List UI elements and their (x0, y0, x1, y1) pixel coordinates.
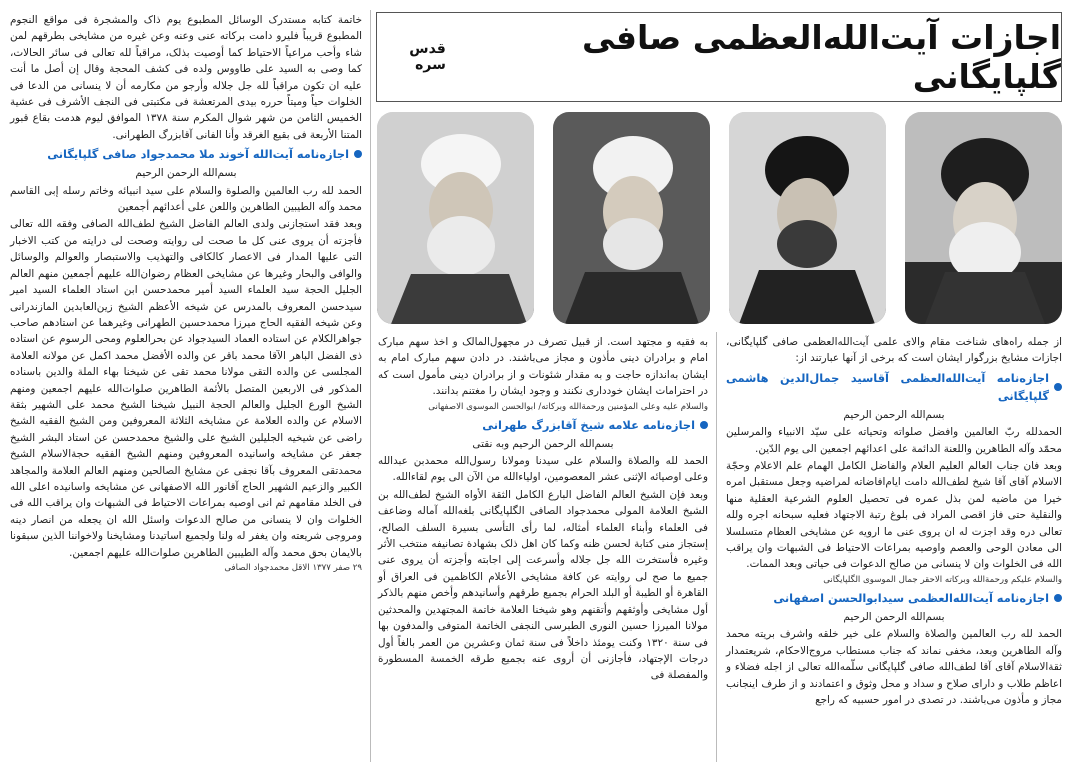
akhund-signature: ۲۹ صفر ۱۳۷۷ الاقل محمدجواد الصافی (224, 563, 362, 573)
portraits-row (376, 112, 1062, 324)
hashemi-paragraph-1: الحمدلله ربّ العالمین وافضل صلواته وتحیاته علی سیّد الانبیاء والمرسلین محمّد وآله الطاهرین واللعنة الدائمة علی اعدائهم اجمعین الی یوم الدّین. (726, 426, 1062, 455)
article-column-right (726, 334, 1062, 764)
portrait-photo-1 (905, 112, 1062, 324)
subheading-akhund (10, 145, 362, 163)
portrait-photo-2 (729, 112, 886, 324)
headline-box (376, 12, 1062, 102)
basmala-tehrani: بسم‌الله الرحمن الرحیم وبه نقتی (472, 437, 614, 450)
column-rule-left (370, 10, 371, 762)
portrait-photo-4 (377, 112, 534, 324)
tehrani-paragraph-2: وبعد فإن الشیخ العالم الفاضل البارع الکامل الثقة الأواه الشیخ لطف‌الله بن الشیخ العلامة المولی محمدجواد الصافی الگلپایگانی بلغه‌الله آماله وضاعف فی العلماء وأبناء العلماء أمثاله، لما رأی التأسی بسیرة السلف الصالح، إستجاز منی کتابة لحسن ظنه وکما کان اهل ذلک بشهادة تصانیفه منتخب الأثر وغیره فأستخرت الله جل جلاله وأسرعت إلی اجابته وأجزته أن یروی عنی جمیع ما صح لی روایته عن کافة مشایخی الأعلام الکاظمین فی العراق أو القاهرة أو الطیبة أو البلد الحرام بجمیع طرقهم وأسانیدهم وأخص منهم بالذکر أول مشایخی وأوثقهم وأتقنهم وهو شیخنا العلامة خاتمة المجتهدین والمحدثین مولانا المیرزا حسین النوری الطبرسی النجفی الخاتمة المتوفی والمدفون بها فی سنة ۱۳۲۰ وکنت یومئذ داخلاً فی سنة ثمان وعشرین من العمر بالغاً أول درجات الإجتهاد، فأجازنی أن أروی عنه بجمیع طرقه الخمسة المسطورة والمفصلة فی (378, 488, 708, 682)
article-column-left (10, 12, 362, 764)
headline-title: اجازات آیت‌الله‌العظمی صافی گلپایگانی (581, 18, 1061, 96)
isfahani-paragraph-continued: به فقیه و مجتهد است. از قبیل تصرف در مجهول‌المالک و اخذ سهم مبارک امام و برادران دینی مأذون و مجاز می‌باشند. در دادن سهم مبارک امام به ایشان به‌اندازه حاجت و به مقدار شئونات و از برادران دینی مأمول است که در احترامات ایشان خودداری نکنند و وجود ایشان را مغتنم بدانند. (378, 336, 708, 398)
bullet-dot-icon (1054, 383, 1062, 391)
column-rule-right (716, 332, 717, 762)
portrait-2-icon (729, 112, 886, 324)
bullet-dot-icon (1054, 594, 1062, 602)
subheading-tehrani (378, 416, 708, 434)
portrait-1-icon (905, 112, 1062, 324)
subheading-isfahani (726, 589, 1062, 607)
basmala-isfahani: بسم‌الله الرحمن الرحیم (843, 610, 945, 623)
basmala-hashemi: بسم‌الله الرحمن الرحیم (843, 408, 945, 421)
portrait-3-icon (553, 112, 710, 324)
isfahani-paragraph-1: الحمد لله رب العالمین والصلاة والسلام علی خیر خلقه واشرف بریته محمد وآله الطاهرین وبعد، مخفی نماند که جناب مستطاب مروج‌الاحکام، شریعتمدار ثقةالاسلام آقای آقا لطف‌الله صافی گلپایگانی سلّمه‌الله تعالی از اجله فضلاء و اعاظم طلاب و دارای صلاح و سداد و محل وثوق و اعتمادند و از طرف اینجانب مجاز و مأذون می‌باشند. در تصدی در امور حسبیه که راجع (726, 628, 1062, 706)
akhund-paragraph-1: الحمد لله رب العالمین والصلوة والسلام علی سید انبیائه وخاتم رسله إبی القاسم محمد وآله الطیبین الطاهرین واللعن علی أعدائهم أجمعین (10, 184, 362, 214)
portrait-photo-3 (553, 112, 710, 324)
subheading-hashemi-text: اجازه‌نامه آیت‌الله‌العظمی آقاسید جمال‌الدین هاشمی گلپایگانی (726, 370, 1049, 403)
hashemi-paragraph-2: وبعد فان جناب العالم العلیم العلام والفاضل الکامل الهمام علم الاعلام وحجّة الاسلام آقای آقا شیخ لطف‌الله دامت ایام‌افاضاته لمراضیه وجعل مستقبل امره خیرا من ماضیه لمن بذل عمره فی تحصیل العلوم الشرعیة العقلیة منها والنقلیة حتی فاز اقصی المراد فی بلوغ رتبة الاجتهاد فعلیه سبحانه اجره ولله تعالی دره وقد اجزت له ان یروی عنی ما ارویه عن مشایخی العظام متسلسلا الی معادن الوحی والعصم واوصیه بمراعات الاحتیاط فی الشبهات وان یراقب الله فی الخلوات وان لا ینسانی من صالح الدعوات فی حیاتی وبعد الممات. (726, 460, 1062, 571)
subheading-isfahani-text: اجازه‌نامه آیت‌الله‌العظمی سیدابوالحسن اصفهانی (773, 590, 1049, 605)
isfahani-closing: والسلام علیه وعلی المؤمنین ورحمة‌الله وبرکاته/ ابوالحسن الموسوی الاصفهانی (428, 401, 708, 412)
akhund-paragraph-2: وبعد فقد استجازنی ولدی العالم الفاضل الشیخ لطف‌الله الصافی وفقه الله تعالی فأجزته أن یروی عنی کل ما صحت لی روایته وصحت لی درایته من کتب الاخبار التی علیها المدار فی الاعصار کالکافی والتهذیب والاستبصار والعوالم والوسائل والوافی والبحار وغیرها عن مشایخی العظام رضوان‌الله علیهم أجمعین منهم العالم الجلیل الحجة سید العلماء السید أمیر محمدحسن ابن استاد العلماء السید امیر سیدحسن المعروف بالمدرس عن شیخه الأعظم الشیخ زین‌العابدین المازندرانی وعن شیخه الفقیه الحاج میرزا محمدحسین الطهرانی وغیرهما عن استادهم صاحب جواهرالکلام عن استاده العماد السیدجواد عن بحرالعلوم ومحی الرسوم عن استاده ذی الفضل الباهر الآقا محمد باقر عن والده الأفضل محمد اکمل عن مولانه العلامة المجلسی عن والده التقی مولانا محمد تقی عن شیخنا بهاء الملة والدین باسناده المذکور فی الاربعین المتصل بالأئمة الطاهرین صلوات‌الله علیهم اجمعین ومنهم الشیخ الورع الجلیل والعالم الحجة النبیل شیخنا الشیخ محمد علی الشهیر بثقة الاسلام عن والده العلامة عن مشایخه الثلاثة المعروفین ومن الشیخ الفقیه الشیخ راضی عن شیخیه الجلیلین الشیخ علی والشیخ محمدحسن عن استاد البشر الشیخ جعفر عن مشایخه واسانیده المعروفین ومنهم الشیخ الفقیه حجةالاسلام الشیخ محمدتقی المعروف بآقا نجفی عن مشایخ الصالحین ومنهم العالم العلامة والمجاهد الکبیر والزعیم الشهیر الحاج آقانور الله الاصفهانی عن مشایخه واسانیده اعلی الله فی الخلد مقامهم ثم انی اوصیه بمراعات الاحتیاط فی الشبهات وان یراقب الله فی الخلوات وان لا ینسانی من صالح الدعوات واسئل الله ان یجعله من انصار دینه ومروجی شریعته وان یغفر له ولنا ولجمیع اساتیدنا ومشایخنا ولاخواننا الذین سبقونا بالایمان بحق محمد وآله الطیبین الطاهرین صلوات‌الله علیهم اجمعین. (10, 218, 362, 559)
tehrani-paragraph-1: الحمد لله والصلاة والسلام علی سیدنا ومولانا رسول‌الله محمدبن عبدالله وعلی اوصیائه الإثنی عشر المعصومین، اولیاء‌الله من الآن الی یوم لقاء‌الله. (378, 455, 708, 484)
article-column-middle (378, 334, 708, 764)
bullet-dot-icon (354, 150, 362, 158)
tehrani-paragraph-continued: خاتمة کتابه مستدرک الوسائل المطبوع یوم ذاک والمشجرة فی مواقع النجوم المطبوع قریباً فلیرو دامت برکاته عنی وعنه وعن غیره من مشایخی بطرقهم لمن شاء وأحب مراعیاً الاحتیاط کما أوصیت بذلک، مراقباً لله تعالی فی سائر الحالات، کما وصی به السید علی طاووس ولده فی کشف المحجة وقال إن أصل ما أنت علیه ان تکون مراقباً لله جل جلاله وأرجو من مکارمه أن لا ینسانی من الدعا فی الخلوات حیاً ومیتاً حرره بیدی المرتعشة فی مکتبتی فی النجف الأشرف فی عشیة الخمیس الثامن من شهر شوال المکرم سنة ۱۳۷۸ الموافق لیوم هدمت بقاع قبور المتنا الأربعة فی بقیع الغرقد وأنا الفانی آقابزرگ الطهرانی. (10, 14, 362, 141)
headline-seal: قدس سره (409, 41, 446, 73)
article-right-intro: از جمله راه‌های شناخت مقام والای علمی آیت‌الله‌العظمی صافی گلپایگانی، اجازات مشایخ بزرگوار ایشان است که برخی از آنها عبارتند از: (726, 336, 1062, 365)
portrait-4-icon (377, 112, 534, 324)
subheading-tehrani-text: اجازه‌نامه علامه شیخ آقابزرگ طهرانی (482, 417, 695, 432)
bullet-dot-icon (700, 421, 708, 429)
subheading-akhund-text: اجازه‌نامه آیت‌الله آخوند ملا محمدجواد صافی گلپایگانی (47, 147, 349, 162)
basmala-akhund: بسم‌الله الرحمن الرحیم (135, 167, 237, 180)
hashemi-closing: والسلام علیکم ورحمة‌الله وبرکاته الاحقر جمال الموسوی الگلپایگانی (823, 574, 1062, 585)
subheading-hashemi (726, 369, 1062, 405)
